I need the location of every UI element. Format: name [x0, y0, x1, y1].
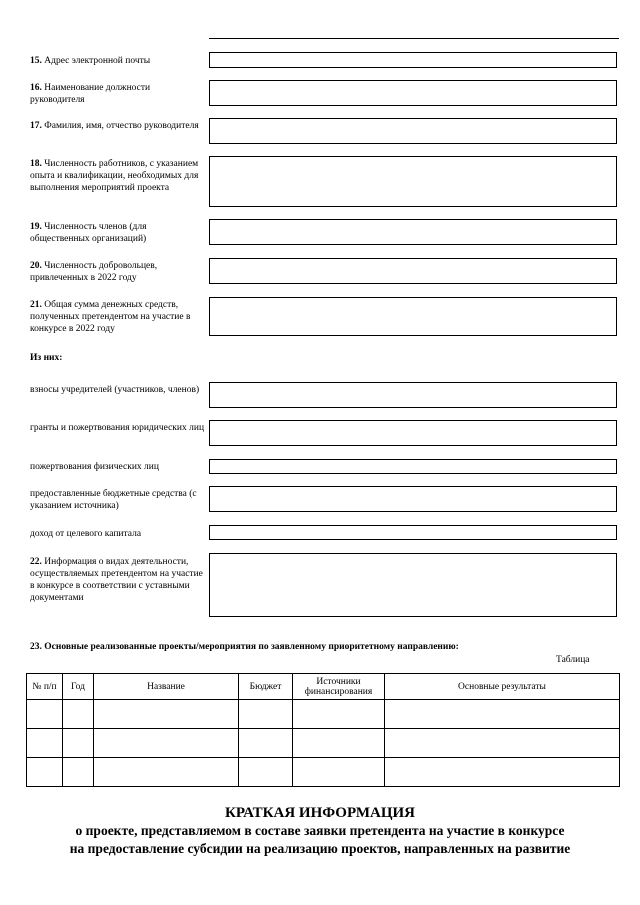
table-cell[interactable]: [239, 729, 293, 758]
table-cell[interactable]: [94, 758, 239, 787]
col-header-number: № п/п: [27, 674, 63, 700]
field-label-members: 19. Численность членов (для общественных организаций): [30, 222, 147, 244]
field-label-email: 15. Адрес электронной почты: [30, 56, 151, 66]
endowment-field[interactable]: [209, 525, 617, 540]
head-name-field[interactable]: [209, 118, 617, 144]
col-header-name: Название: [94, 674, 239, 700]
table-cell[interactable]: [385, 729, 620, 758]
table-cell[interactable]: [385, 700, 620, 729]
iz-nih-label: Из них:: [30, 353, 63, 363]
subfield-label-endowment: доход от целевого капитала: [30, 529, 142, 539]
budget-funds-field[interactable]: [209, 486, 617, 512]
projects-table: [26, 673, 620, 787]
col-header-sources: Источники финансирования: [293, 674, 385, 700]
table-header-row: [27, 674, 620, 700]
table-cell[interactable]: [293, 700, 385, 729]
position-field[interactable]: [209, 80, 617, 106]
subfield-label-grants: гранты и пожертвования юридических лиц: [30, 423, 205, 433]
summary-subtitle-line2: на предоставление субсидии на реализацию проектов, направленных на развитие: [69, 841, 571, 856]
field-label-activities: 22. Информация о видах деятельности, осуществляемых претендентом на участие в конкурсе в соответствии с уставными документами: [30, 557, 203, 603]
table-cell[interactable]: [239, 758, 293, 787]
grants-field[interactable]: [209, 420, 617, 446]
table-row: [27, 758, 620, 787]
volunteers-field[interactable]: [209, 258, 617, 284]
section-23-heading: 23. Основные реализованные проекты/мероприятия по заявленному приоритетному направлению:: [30, 642, 459, 652]
summary-subtitle-line1: о проекте, представляемом в составе заявки претендента на участие в конкурсе: [75, 823, 565, 838]
founders-contributions-field[interactable]: [209, 382, 617, 408]
table-cell[interactable]: [63, 758, 94, 787]
table-cell[interactable]: [63, 729, 94, 758]
summary-title: КРАТКАЯ ИНФОРМАЦИЯ: [224, 805, 416, 821]
email-field[interactable]: [209, 52, 617, 68]
field-label-total-funds: 21. Общая сумма денежных средств, полученных претендентом на участие в конкурсе в 2022 году: [30, 300, 191, 334]
table-caption: Таблица: [556, 655, 590, 665]
table-cell[interactable]: [27, 700, 63, 729]
table-cell[interactable]: [63, 700, 94, 729]
subfield-label-founders: взносы учредителей (участников, членов): [30, 385, 200, 395]
field-label-volunteers: 20. Численность добровольцев, привлеченных в 2022 году: [30, 261, 158, 283]
total-funds-field[interactable]: [209, 297, 617, 336]
table-cell[interactable]: [239, 700, 293, 729]
table-cell[interactable]: [94, 700, 239, 729]
top-rule: [209, 38, 619, 39]
members-field[interactable]: [209, 219, 617, 245]
col-header-results: Основные результаты: [385, 674, 620, 700]
col-header-year: Год: [63, 674, 94, 700]
col-header-budget: Бюджет: [239, 674, 293, 700]
table-cell[interactable]: [27, 758, 63, 787]
subfield-label-donations: пожертвования физических лиц: [30, 462, 159, 472]
table-row: [27, 700, 620, 729]
staff-field[interactable]: [209, 156, 617, 207]
field-label-position: 16. Наименование должности руководителя: [30, 83, 151, 105]
field-label-staff: 18. Численность работников, с указанием опыта и квалификации, необходимых для выполнения мероприятий проекта: [30, 159, 199, 193]
activities-field[interactable]: [209, 553, 617, 617]
table-cell[interactable]: [293, 758, 385, 787]
table-cell[interactable]: [385, 758, 620, 787]
subfield-label-budget-funds: предоставленные бюджетные средства (с указанием источника): [30, 489, 197, 511]
table-row: [27, 729, 620, 758]
table-cell[interactable]: [94, 729, 239, 758]
table-cell[interactable]: [27, 729, 63, 758]
field-label-head-name: 17. Фамилия, имя, отчество руководителя: [30, 121, 199, 131]
donations-field[interactable]: [209, 459, 617, 474]
table-cell[interactable]: [293, 729, 385, 758]
